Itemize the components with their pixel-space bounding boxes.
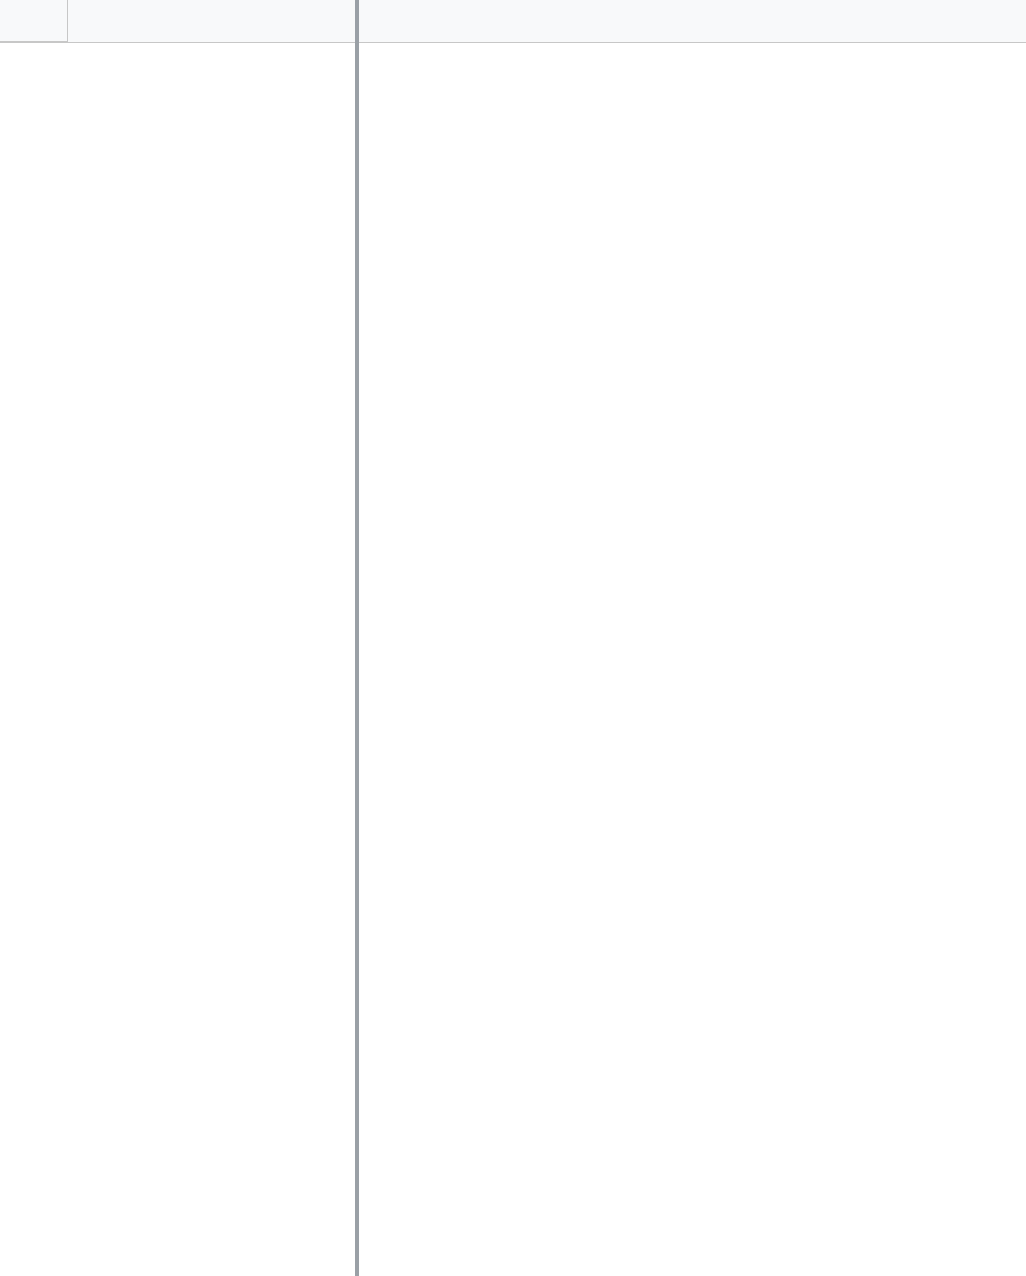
- select-all-corner[interactable]: [0, 0, 68, 42]
- column-header-bar: [0, 0, 1026, 43]
- frozen-column-divider[interactable]: [355, 0, 359, 1276]
